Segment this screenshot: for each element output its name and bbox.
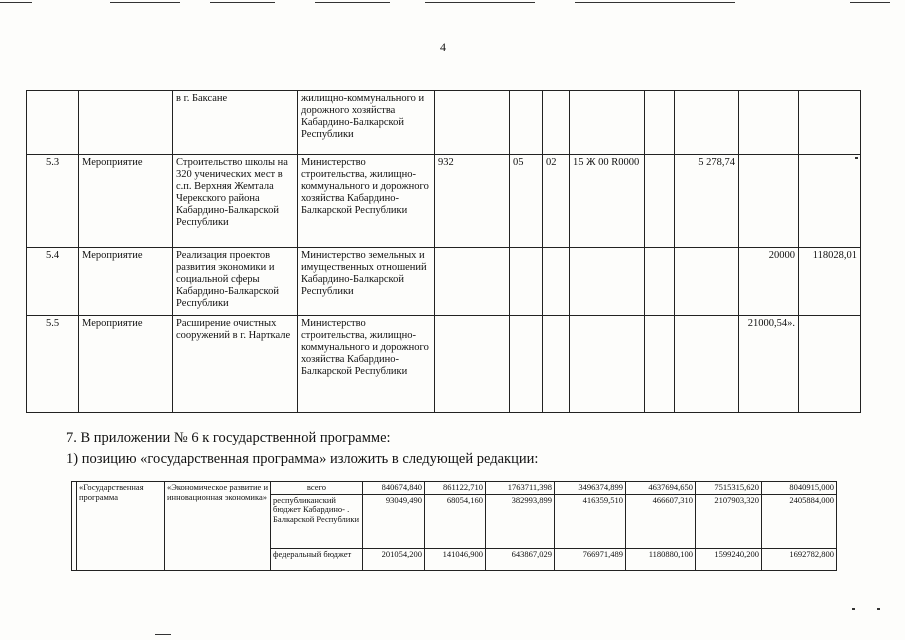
cell-value: 1763711,398 [486,482,555,495]
cell-value: 382993,899 [486,494,555,548]
cell-name: Реализация проектов развития экономики и социальной сферы Кабардино-Балкарской Республики [173,248,298,316]
cell-executor: Министерство земельных и имущественных отношений Кабардино-Балкарской Республики [298,248,435,316]
cell-executor: жилищно-коммунального и дорожного хозяйства Кабардино-Балкарской Республики [298,91,435,155]
cell-pr [543,248,570,316]
cell-value: 68054,160 [425,494,486,548]
scan-speck [855,157,858,159]
table-row [27,155,861,248]
program-name: «Экономическое развитие и инновационная экономика» [165,482,271,571]
cell-csr [570,316,645,413]
table-row [27,248,861,316]
cell-value [645,155,675,248]
cell-value: 141046,900 [425,548,486,570]
cell-value: 861122,710 [425,482,486,495]
cell-rz: 05 [510,155,543,248]
cell-value: 7515315,620 [696,482,762,495]
row-label: республиканский бюджет Кабардино- . Балкарской Республики [271,494,363,548]
cell-value [675,91,739,155]
cell-csr [570,91,645,155]
cell-num: 5.3 [27,155,79,248]
cell-value: 766971,489 [555,548,626,570]
page-number: 4 [440,40,446,54]
top-rule [425,2,535,3]
cell-value: 20000 [739,248,799,316]
scan-speck [877,608,880,610]
table-row [72,482,837,495]
cell-value: 643867,029 [486,548,555,570]
program-table [71,481,837,571]
cell-executor: Министерство строительства, жилищно-коммунального и дорожного хозяйства Кабардино-Балкарской Республики [298,316,435,413]
top-rule [210,2,275,3]
cell-grbs: 932 [435,155,510,248]
cell-value: 1599240,200 [696,548,762,570]
table-row [27,91,861,155]
cell-grbs [435,248,510,316]
top-rule [110,2,180,3]
bottom-mark [155,634,171,635]
cell-value: 201054,200 [363,548,425,570]
cell-value: 2107903,320 [696,494,762,548]
top-rule [315,2,390,3]
paragraph-1: 1) позицию «государственная программа» изложить в следующей редакции: [66,451,539,467]
cell-type [79,91,173,155]
cell-value [645,248,675,316]
cell-value: 1180880,100 [626,548,696,570]
cell-pr: 02 [543,155,570,248]
cell-value: 1692782,800 [762,548,837,570]
cell-value: 840674,840 [363,482,425,495]
cell-value: 2405884,000 [762,494,837,548]
cell-grbs [435,316,510,413]
cell-value: 8040915,000 [762,482,837,495]
row-label: всего [271,482,363,495]
measures-table [26,90,861,413]
cell-num: 5.4 [27,248,79,316]
cell-value [645,91,675,155]
cell-num [27,91,79,155]
cell-value [739,155,799,248]
cell-value: 416359,510 [555,494,626,548]
top-rule [575,2,735,3]
scan-speck [852,608,855,610]
cell-value: 118028,01 [799,248,861,316]
cell-csr [570,248,645,316]
cell-value: 93049,490 [363,494,425,548]
cell-pr [543,91,570,155]
cell-value [675,248,739,316]
paragraph-7: 7. В приложении № 6 к государственной программе: [66,430,391,446]
cell-type: Мероприятие [79,316,173,413]
cell-name: в г. Баксане [173,91,298,155]
cell-type: Мероприятие [79,248,173,316]
cell-name: Строительство школы на 320 ученических мест в с.п. Верхняя Жемтала Черекского района Кабардино-Балкарской Республики [173,155,298,248]
row-label: федеральный бюджет [271,548,363,570]
cell-rz [510,91,543,155]
cell-executor: Министерство строительства, жилищно-коммунального и дорожного хозяйства Кабардино-Балкарской Республики [298,155,435,248]
cell-value [645,316,675,413]
cell-value [799,91,861,155]
table-row [27,316,861,413]
cell-value: 21000,54». [739,316,799,413]
cell-grbs [435,91,510,155]
cell-value [739,91,799,155]
cell-value: 4637694,650 [626,482,696,495]
cell-rz [510,248,543,316]
cell-csr: 15 Ж 00 R0000 [570,155,645,248]
cell-value: 5 278,74 [675,155,739,248]
cell-value [799,316,861,413]
cell-type: Мероприятие [79,155,173,248]
top-rule [850,2,890,3]
cell-value [799,155,861,248]
cell-value [675,316,739,413]
top-rule [0,2,32,3]
cell-value: 466607,310 [626,494,696,548]
cell-name: Расширение очистных сооружений в г. Нарткале [173,316,298,413]
cell-pr [543,316,570,413]
cell-num: 5.5 [27,316,79,413]
cell-value: 3496374,899 [555,482,626,495]
program-label: «Государственная программа [77,482,165,571]
cell-rz [510,316,543,413]
